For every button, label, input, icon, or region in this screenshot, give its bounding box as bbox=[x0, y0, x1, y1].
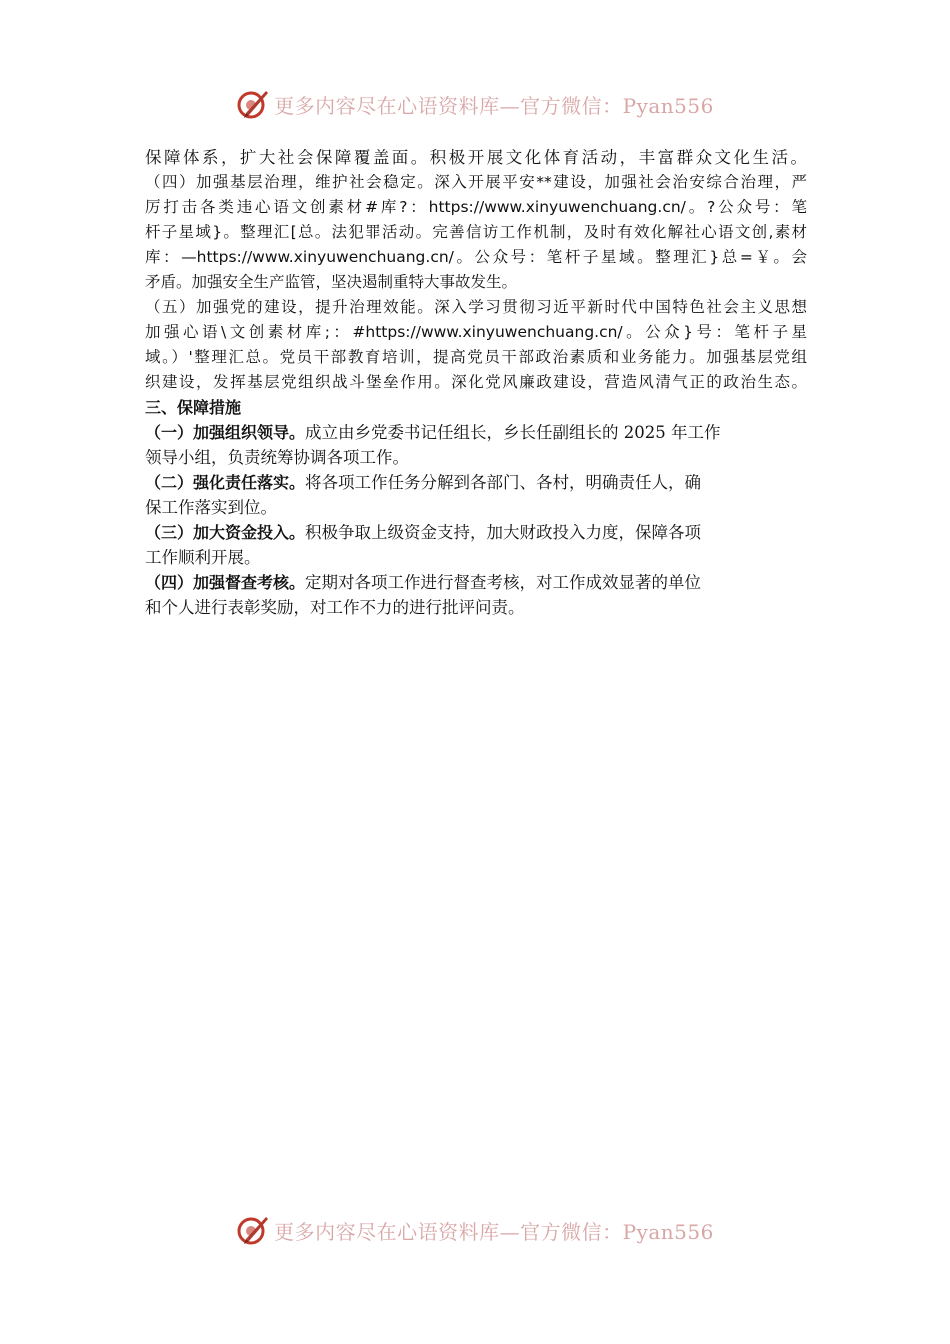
measure-text: 定期对各项工作进行督查考核，对工作成效显著的单位 bbox=[305, 573, 702, 592]
paragraph-line: 库：—https://www.xinyuwenchuang.cn/。公众号：笔杆子星域。整理汇}总=￥。会 bbox=[145, 248, 807, 266]
measure-item-3 bbox=[145, 520, 807, 545]
footer-banner-text: 更多内容尽在心语资料库—官方微信：Pyan556 bbox=[274, 1219, 714, 1244]
footer-banner bbox=[0, 1210, 950, 1250]
document-body bbox=[145, 145, 807, 620]
paragraph-line: 厉打击各类违心语文创素材#库?：https://www.xinyuwenchuang.cn/。?公众号：笔 bbox=[145, 198, 807, 216]
paragraph-line: （四）加强基层治理，维护社会稳定。深入开展平安**建设，加强社会治安综合治理，严 bbox=[145, 173, 807, 191]
paragraph-line: （五）加强党的建设，提升治理效能。深入学习贯彻习近平新时代中国特色社会主义思想 bbox=[145, 298, 807, 316]
measure-text: 将各项工作任务分解到各部门、各村，明确责任人，确 bbox=[305, 473, 702, 492]
measure-text: 积极争取上级资金支持，加大财政投入力度，保障各项 bbox=[305, 523, 702, 542]
paragraph-line: 领导小组，负责统筹协调各项工作。 bbox=[145, 448, 409, 467]
paragraph-line: 域。）'整理汇总。党员干部教育培训，提高党员干部政治素质和业务能力。加强基层党组 bbox=[145, 348, 807, 366]
paragraph-line: 加强心语\文创素材库;：#https://www.xinyuwenchuang.cn/。公众}号：笔杆子星 bbox=[145, 323, 807, 341]
measure-item-2 bbox=[145, 470, 807, 495]
measure-title: （一）加强组织领导。 bbox=[145, 423, 306, 442]
measure-text: 成立由乡党委书记任组长，乡长任副组长的 2025 年工作 bbox=[305, 423, 721, 442]
section-heading: 三、保障措施 bbox=[145, 398, 242, 417]
paragraph-line: 杆子星域}。整理汇[总。法犯罪活动。完善信访工作机制，及时有效化解社心语文创,素材 bbox=[145, 223, 807, 241]
measure-item-4 bbox=[145, 570, 807, 595]
paragraph-line: 工作顺利开展。 bbox=[145, 548, 261, 567]
pen-logo-icon bbox=[236, 1213, 270, 1247]
paragraph-line: 矛盾。加强安全生产监管，坚决遏制重特大事故发生。 bbox=[145, 273, 518, 291]
measure-item-1 bbox=[145, 420, 807, 445]
paragraph-line: 织建设，发挥基层党组织战斗堡垒作用。深化党风廉政建设，营造风清气正的政治生态。 bbox=[145, 373, 807, 391]
paragraph-line: 保障体系，扩大社会保障覆盖面。积极开展文化体育活动，丰富群众文化生活。 bbox=[145, 148, 807, 167]
paragraph-line: 和个人进行表彰奖励，对工作不力的进行批评问责。 bbox=[145, 598, 525, 617]
measure-title: （二）强化责任落实。 bbox=[145, 473, 306, 492]
header-banner bbox=[0, 84, 950, 124]
paragraph-line: 保工作落实到位。 bbox=[145, 498, 277, 517]
measure-title: （三）加大资金投入。 bbox=[145, 523, 306, 542]
pen-logo-icon bbox=[236, 87, 270, 121]
measure-title: （四）加强督查考核。 bbox=[145, 573, 306, 592]
header-banner-text: 更多内容尽在心语资料库—官方微信：Pyan556 bbox=[274, 93, 714, 118]
